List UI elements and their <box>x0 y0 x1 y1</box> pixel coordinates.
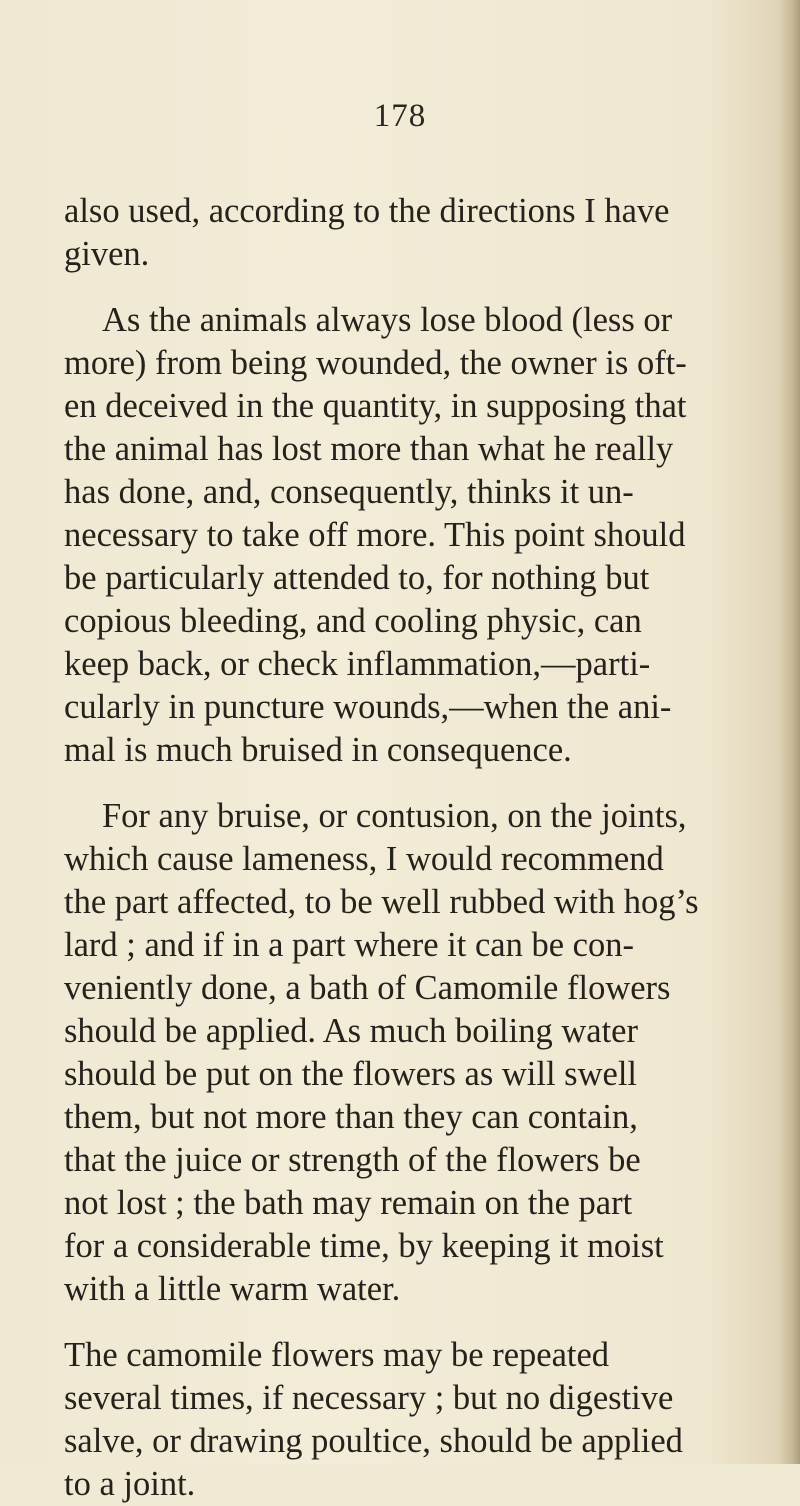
text-line: that the juice or strength of the flowers be <box>64 1141 641 1179</box>
text-line: For any bruise, or contusion, on the joints, <box>102 797 687 835</box>
text-line: should be applied. As much boiling water <box>64 1012 638 1050</box>
text-line: keep back, or check inflammation,—parti- <box>64 645 651 683</box>
paragraph <box>64 795 780 1311</box>
paragraph <box>64 190 780 276</box>
text-line: not lost ; the bath may remain on the part <box>64 1184 633 1222</box>
text-line: en deceived in the quantity, in supposing that <box>64 387 687 425</box>
text-line: for a considerable time, by keeping it moist <box>64 1227 664 1265</box>
text-line: also used, according to the directions I have <box>64 192 670 230</box>
paragraph <box>64 1334 780 1506</box>
text-line: lard ; and if in a part where it can be con- <box>64 926 634 964</box>
text-line: has done, and, consequently, thinks it un- <box>64 473 634 511</box>
text-line: more) from being wounded, the owner is oft- <box>64 344 687 382</box>
text-line: cularly in puncture wounds,—when the ani- <box>64 688 672 726</box>
text-line: the part affected, to be well rubbed with hog’s <box>64 883 699 921</box>
body-text <box>64 190 780 1506</box>
text-line: should be put on the flowers as will swell <box>64 1055 638 1093</box>
text-line: necessary to take off more. This point should <box>64 516 686 554</box>
text-line: with a little warm water. <box>64 1270 401 1308</box>
text-line: The camomile flowers may be repeated <box>64 1336 610 1374</box>
page-number: 178 <box>373 98 427 134</box>
text-line: them, but not more than they can contain, <box>64 1098 638 1136</box>
text-line: given. <box>64 235 150 273</box>
text-line: veniently done, a bath of Camomile flowers <box>64 969 671 1007</box>
text-line: several times, if necessary ; but no digestive <box>64 1379 674 1417</box>
text-line: which cause lameness, I would recommend <box>64 840 664 878</box>
text-line: mal is much bruised in consequence. <box>64 731 572 769</box>
text-line: As the animals always lose blood (less or <box>102 301 673 339</box>
paragraph <box>64 299 780 772</box>
text-line: to a joint. <box>64 1465 196 1503</box>
text-line: the animal has lost more than what he really <box>64 430 674 468</box>
text-line: copious bleeding, and cooling physic, can <box>64 602 642 640</box>
page-edge-shadow <box>778 0 800 1464</box>
text-line: salve, or drawing poultice, should be applied <box>64 1422 683 1460</box>
text-line: be particularly attended to, for nothing but <box>64 559 650 597</box>
